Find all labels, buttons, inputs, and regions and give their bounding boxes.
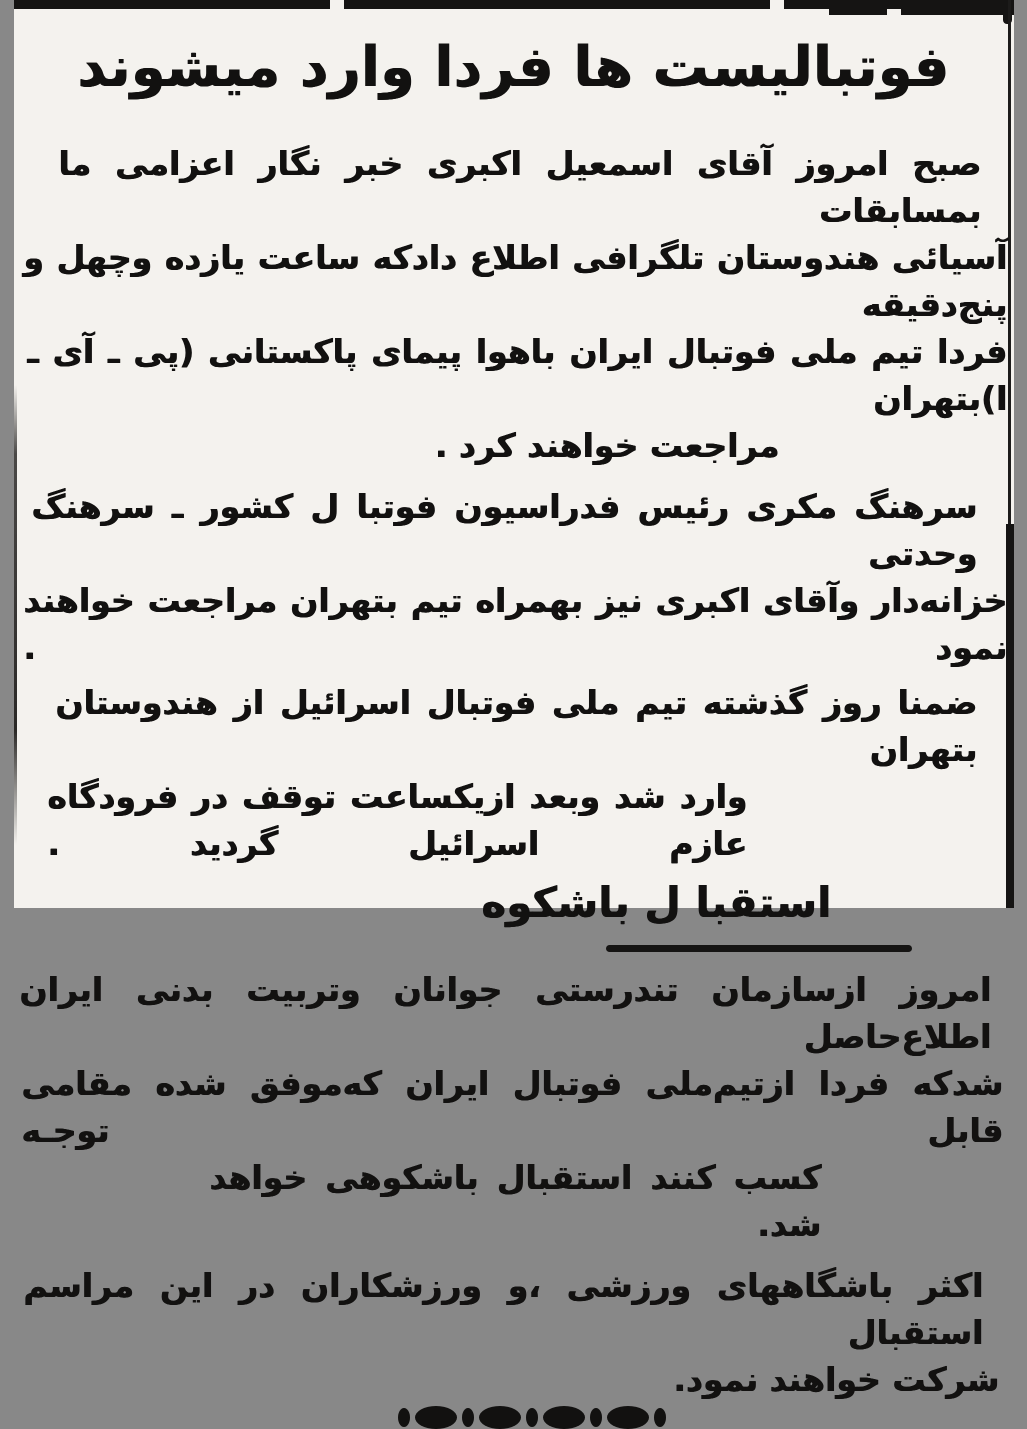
separator-dot-large bbox=[607, 1406, 649, 1429]
paragraph-clubs-participation bbox=[14, 1262, 1014, 1403]
paragraph-line: مراجعت خواهند کرد . bbox=[14, 422, 1014, 469]
separator-dot-small bbox=[654, 1408, 666, 1427]
separator-dot-large bbox=[415, 1406, 457, 1429]
paragraph-line: کسب کنند استقبال باشکوهی خواهد شد. bbox=[14, 1154, 1014, 1248]
paragraph-line: شدکه فردا ازتیم‌ملی فوتبال ایران که‌موفق شده مقامی قابل توجـه bbox=[14, 1060, 1014, 1154]
paragraph-line: ضمنا روز گذشته تیم ملی فوتبال اسرائیل از هندوستان بتهران bbox=[14, 679, 1014, 773]
separator-dot-small bbox=[398, 1408, 410, 1427]
paragraph-line: صبح امروز آقای اسمعیل اکبری خبر نگار اعزامی ما بمسابقات bbox=[14, 140, 1014, 234]
article-body bbox=[14, 0, 1014, 1429]
paragraph-israel-team-transit bbox=[14, 679, 1014, 867]
newspaper-clipping bbox=[14, 0, 1014, 908]
separator-dot-large bbox=[479, 1406, 521, 1429]
subheading-underline bbox=[606, 945, 912, 952]
separator-dot-large bbox=[543, 1406, 585, 1429]
paragraph-line: آسیائی هندوستان تلگرافی اطلاع دادکه ساعت یازده وچهل و پنج‌دقیقه bbox=[14, 234, 1014, 328]
paragraph-line: امروز ازسازمان تندرستی جوانان وتربیت بدنی ایران اطلاع‌حاصل bbox=[14, 966, 1014, 1060]
separator-dots bbox=[32, 1405, 1027, 1429]
paragraph-line: سرهنگ مکری رئیس فدراسیون فوتبا ل کشور ـ سرهنگ وحدتی bbox=[14, 483, 1014, 577]
paragraph-federation-officials bbox=[14, 483, 1014, 671]
paragraph-arrival-telegram bbox=[14, 140, 1014, 469]
paragraph-line: خزانه‌دار وآقای اکبری نیز بهمراه تیم بتهران مراجعت خواهند نمود . bbox=[14, 577, 1014, 671]
paragraph-line: فردا تیم ملی فوتبال ایران باهوا پیمای پاکستانی (پی ـ آی ـ ا)بتهران bbox=[14, 328, 1014, 422]
headline: فوتبالیست ها فردا وارد میشوند bbox=[14, 30, 1014, 106]
separator-dot-small bbox=[590, 1408, 602, 1427]
paragraph-line: وارد شد وبعد ازیکساعت توقف در فرودگاه عازم اسرائیل گردید . bbox=[14, 773, 1014, 867]
paragraph-line: اکثر باشگاههای ورزشی ،و ورزشکاران در این مراسم استقبال bbox=[14, 1262, 1014, 1356]
paragraph-reception-plan bbox=[14, 966, 1014, 1248]
separator-dot-small bbox=[526, 1408, 538, 1427]
paragraph-line: شرکت خواهند نمود. bbox=[14, 1356, 1014, 1403]
separator-dot-small bbox=[462, 1408, 474, 1427]
subheading: استقبا ل باشکوه bbox=[14, 875, 1014, 931]
